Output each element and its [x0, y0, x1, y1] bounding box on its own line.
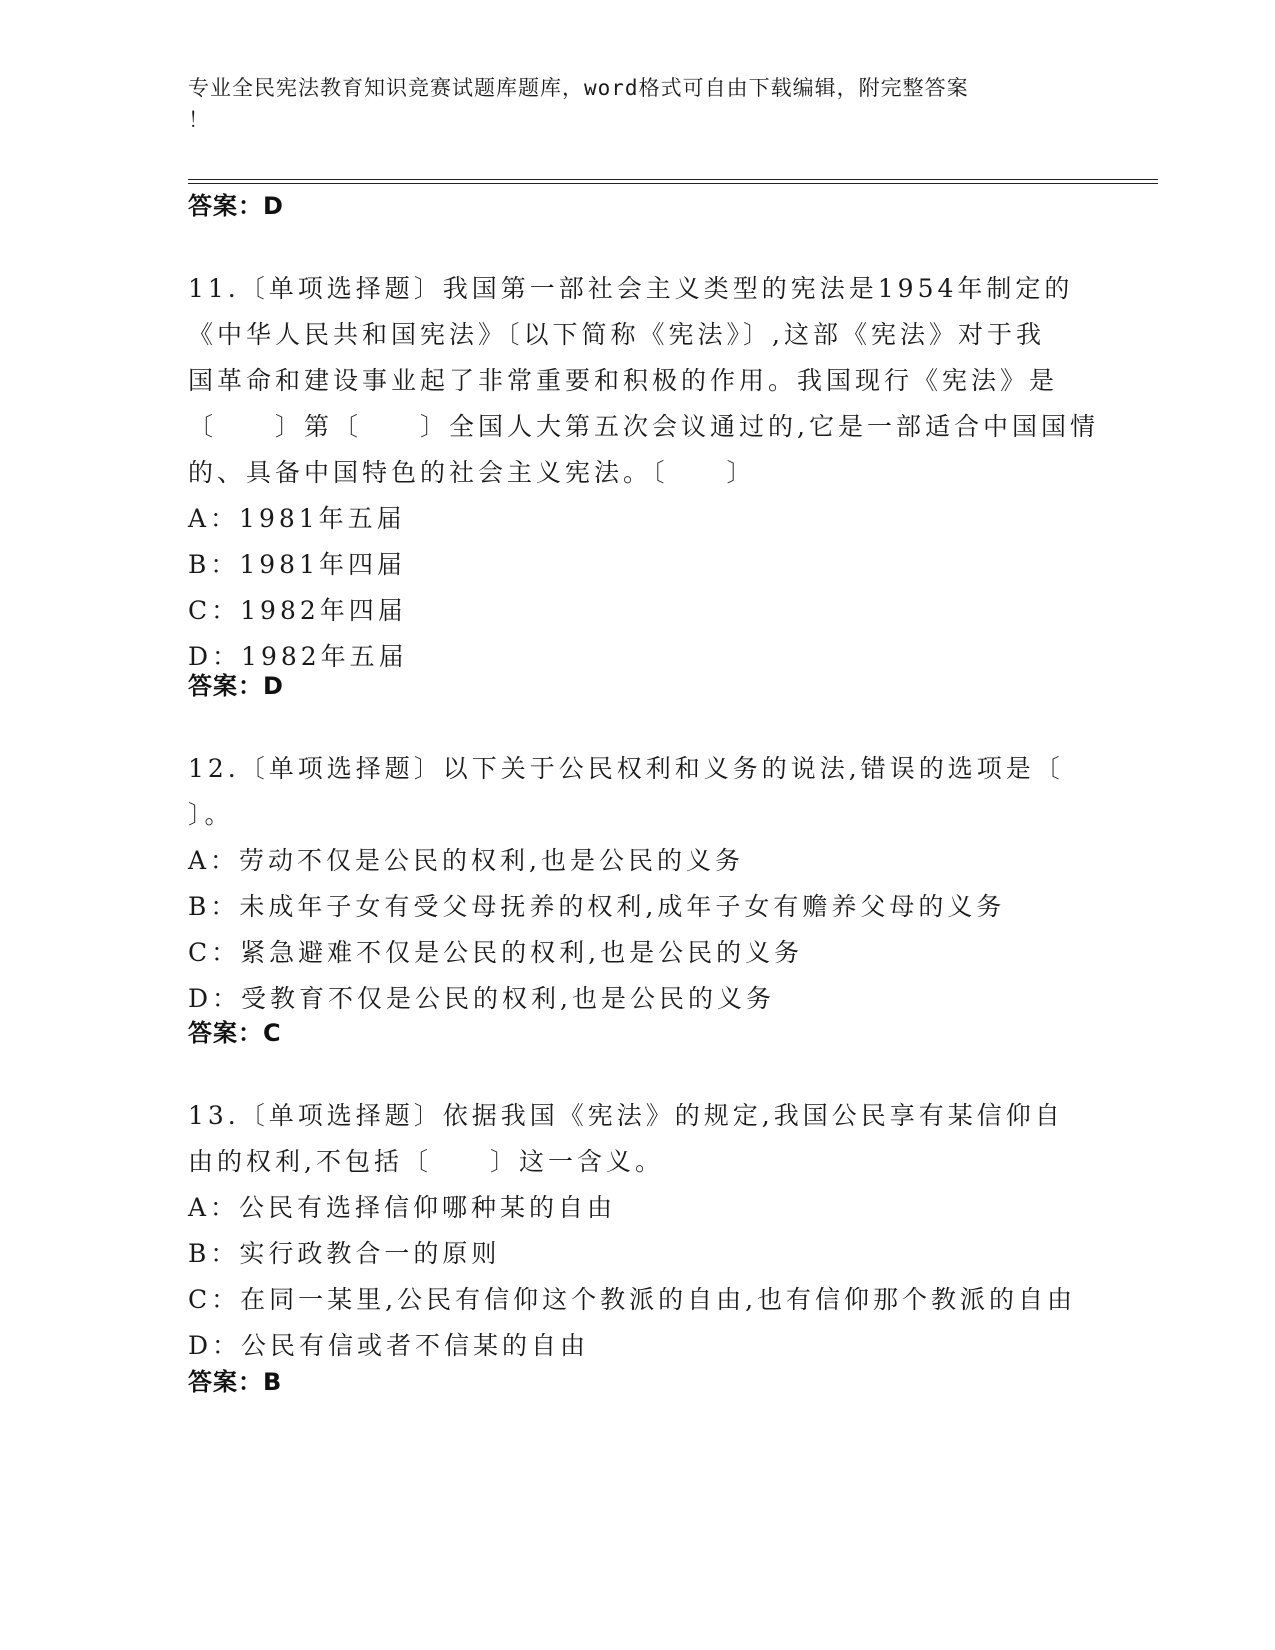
- question-text-line: 的、具备中国特色的社会主义宪法。〔 〕: [188, 458, 756, 487]
- option-c: C：紧急避难不仅是公民的权利,也是公民的义务: [188, 938, 804, 967]
- question-text-line: 13.〔单项选择题〕依据我国《宪法》的规定,我国公民享有某信仰自: [188, 1101, 1064, 1130]
- option-c: C：在同一某里,公民有信仰这个教派的自由,也有信仰那个教派的自由: [188, 1285, 1077, 1314]
- answer-line: 答案：D: [188, 672, 284, 700]
- question-11: [188, 266, 1099, 680]
- page-header: [188, 72, 1068, 136]
- header-divider: [188, 183, 1158, 184]
- question-13: [188, 1093, 1088, 1369]
- answer-line: 答案：B: [188, 1368, 283, 1396]
- question-text-line: 12.〔单项选择题〕以下关于公民权利和义务的说法,错误的选项是〔: [188, 754, 1064, 783]
- question-text-line: 由的权利,不包括〔 〕这一含义。: [188, 1147, 664, 1176]
- option-c: C：1982年四届: [188, 596, 407, 625]
- question-text-line: 11.〔单项选择题〕我国第一部社会主义类型的宪法是1954年制定的: [188, 274, 1074, 303]
- option-d: D：受教育不仅是公民的权利,也是公民的义务: [188, 984, 775, 1013]
- question-text-line: 〕。: [188, 800, 234, 829]
- question-text-line: 《中华人民共和国宪法》〔以下简称《宪法》〕,这部《宪法》对于我: [188, 320, 1045, 349]
- option-a: A：劳动不仅是公民的权利,也是公民的义务: [188, 846, 745, 875]
- option-b: B：1981年四届: [188, 550, 406, 579]
- option-d: D：公民有信或者不信某的自由: [188, 1331, 590, 1360]
- header-line: 专业全民宪法教育知识竞赛试题库题库，word格式可自由下载编辑，附完整答案: [188, 76, 969, 100]
- header-line-continuation: ！: [188, 108, 210, 132]
- option-d: D：1982年五届: [188, 642, 408, 671]
- header-divider: [188, 179, 1158, 180]
- question-text-line: 〔 〕第〔 〕全国人大第五次会议通过的,它是一部适合中国国情: [188, 412, 1099, 441]
- option-a: A：1981年五届: [188, 504, 406, 533]
- question-text-line: 国革命和建设事业起了非常重要和积极的作用。我国现行《宪法》是: [188, 366, 1059, 395]
- option-a: A：公民有选择信仰哪种某的自由: [188, 1193, 617, 1222]
- question-12: [188, 746, 1088, 1022]
- option-b: B：实行政教合一的原则: [188, 1239, 501, 1268]
- option-b: B：未成年子女有受父母抚养的权利,成年子女有赡养父母的义务: [188, 892, 1006, 921]
- answer-line: 答案：D: [188, 192, 284, 220]
- answer-line: 答案：C: [188, 1019, 282, 1047]
